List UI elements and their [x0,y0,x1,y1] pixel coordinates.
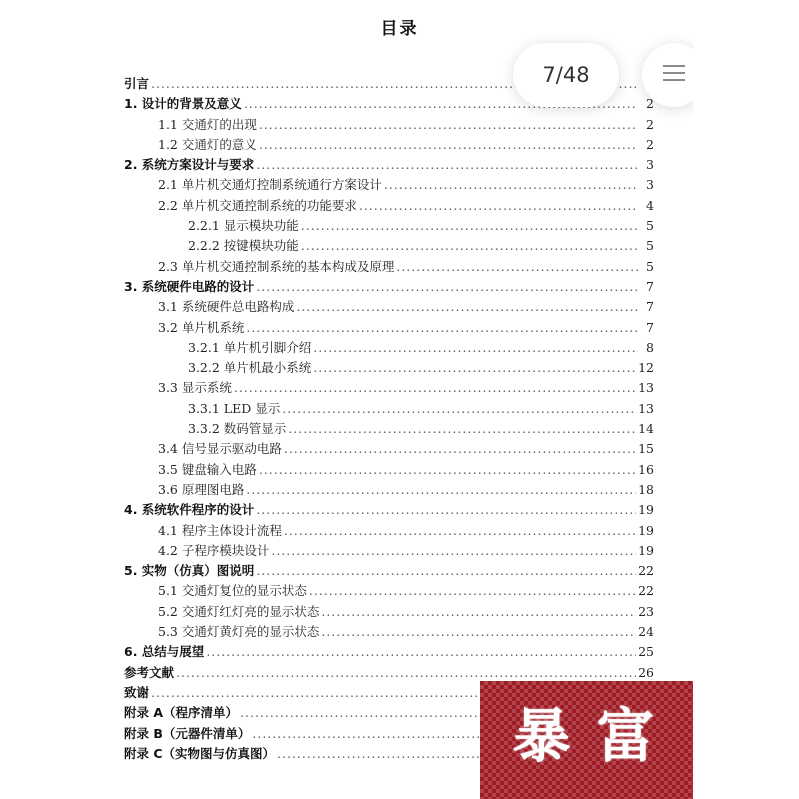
toc-leader-dots [301,236,638,256]
toc-leader-dots [282,399,636,419]
toc-entry-page: 13 [638,380,654,396]
toc-leader-dots [246,318,638,338]
toc-leader-dots [288,419,636,439]
toc-leader-dots [321,622,636,642]
toc-entry-label: 2.2.2 按键模块功能 [188,238,299,254]
toc-entry-label: 2.1 单片机交通灯控制系统通行方案设计 [158,177,382,193]
toc-entry[interactable] [124,236,654,256]
toc-entry[interactable] [124,521,654,541]
toc-entry-label: 6. 总结与展望 [124,644,205,660]
screen-edge [693,30,799,120]
toc-entry-page: 2 [646,116,654,132]
toc-leader-dots [396,257,638,277]
toc-leader-dots [259,135,638,155]
toc-entry-label: 3.1 系统硬件总电路构成 [158,299,295,315]
toc-entry[interactable] [124,581,654,601]
toc-entry-page: 18 [638,481,654,497]
table-of-contents [124,74,654,764]
toc-entry-page: 2 [646,96,654,112]
toc-entry[interactable] [124,175,654,195]
toc-entry-label: 3.3.2 数码管显示 [188,421,287,437]
toc-entry-label: 3.3 显示系统 [158,380,232,396]
toc-entry[interactable] [124,602,654,622]
toc-entry[interactable] [124,216,654,236]
toc-entry-page: 3 [646,157,654,173]
toc-entry[interactable] [124,378,654,398]
toc-entry-page: 5 [646,218,654,234]
toc-entry[interactable] [124,318,654,338]
toc-entry-label: 4. 系统软件程序的设计 [124,502,255,518]
toc-entry[interactable] [124,297,654,317]
toc-entry-label: 3.5 键盘输入电路 [158,461,257,477]
toc-entry-label: 5.3 交通灯黄灯亮的显示状态 [158,624,320,640]
toc-entry[interactable] [124,622,654,642]
toc-entry[interactable] [124,155,654,175]
toc-leader-dots [284,439,636,459]
toc-entry-label: 3.6 原理图电路 [158,481,245,497]
toc-entry-label: 3.2.2 单片机最小系统 [188,360,312,376]
toc-entry-page: 5 [646,238,654,254]
toc-entry[interactable] [124,663,654,683]
toc-entry-label: 2.2.1 显示模块功能 [188,218,299,234]
toc-entry[interactable] [124,358,654,378]
toc-leader-dots [234,378,636,398]
toc-entry-label: 5. 实物（仿真）图说明 [124,563,255,579]
toc-entry-page: 2 [646,136,654,152]
toc-leader-dots [206,642,636,662]
toc-entry-page: 24 [638,624,654,640]
toc-leader-dots [256,155,638,175]
toc-entry[interactable] [124,500,654,520]
toc-entry-label: 1.1 交通灯的出现 [158,116,257,132]
toc-entry-page: 4 [646,197,654,213]
toc-entry-page: 25 [638,644,654,660]
toc-entry-label: 2.2 单片机交通控制系统的功能要求 [158,197,357,213]
toc-entry-page: 22 [638,563,654,579]
toc-entry-label: 2. 系统方案设计与要求 [124,157,255,173]
toc-entry-label: 致谢 [124,684,150,700]
toc-entry-page: 19 [638,522,654,538]
toc-entry[interactable] [124,439,654,459]
toc-entry-label: 参考文献 [124,664,175,680]
toc-entry[interactable] [124,541,654,561]
toc-entry-page: 7 [646,319,654,335]
toc-leader-dots [259,115,638,135]
toc-entry-page: 5 [646,258,654,274]
toc-entry-page: 26 [638,664,654,680]
toc-entry-label: 1. 设计的背景及意义 [124,96,242,112]
toc-entry-page: 12 [638,360,654,376]
page-title: 目录 [380,19,419,39]
toc-entry[interactable] [124,399,654,419]
toc-entry[interactable] [124,135,654,155]
seal-stamp [480,681,693,799]
menu-icon [663,64,685,86]
toc-entry[interactable] [124,257,654,277]
toc-entry-label: 附录 B（元器件清单） [124,725,251,741]
toc-entry-label: 5.2 交通灯红灯亮的显示状态 [158,603,320,619]
toc-leader-dots [176,663,636,683]
toc-leader-dots [284,521,636,541]
toc-entry-label: 4.1 程序主体设计流程 [158,522,282,538]
toc-entry-label: 5.1 交通灯复位的显示状态 [158,583,307,599]
toc-entry-page: 23 [638,603,654,619]
toc-entry[interactable] [124,277,654,297]
toc-entry-label: 引言 [124,76,150,91]
toc-entry-label: 3. 系统硬件电路的设计 [124,278,255,294]
toc-leader-dots [259,460,636,480]
toc-entry-page: 13 [638,400,654,416]
toc-leader-dots [296,297,638,317]
toc-entry-label: 附录 A（程序清单） [124,705,239,721]
toc-entry-page: 14 [638,421,654,437]
toc-leader-dots [359,196,638,216]
toc-leader-dots [256,561,636,581]
toc-entry-label: 3.2 单片机系统 [158,319,245,335]
toc-entry-page: 8 [646,339,654,355]
toc-entry-label: 1.2 交通灯的意义 [158,136,257,152]
toc-entry[interactable] [124,460,654,480]
toc-entry-label: 3.3.1 LED 显示 [188,400,281,416]
toc-entry[interactable] [124,115,654,135]
toc-leader-dots [321,602,636,622]
toc-entry-page: 15 [638,441,654,457]
toc-entry-label: 3.4 信号显示驱动电路 [158,441,282,457]
toc-entry-page: 22 [638,583,654,599]
toc-entry-page: 19 [638,502,654,518]
toc-entry-label: 2.3 单片机交通控制系统的基本构成及原理 [158,258,395,274]
toc-leader-dots [271,541,636,561]
toc-leader-dots [313,358,636,378]
toc-entry-label: 4.2 子程序模块设计 [158,542,270,558]
toc-entry[interactable] [124,338,654,358]
toc-entry[interactable] [124,419,654,439]
toc-entry-label: 附录 C（实物图与仿真图） [124,745,276,761]
toc-entry-page: 16 [638,461,654,477]
toc-entry[interactable] [124,642,654,662]
toc-leader-dots [246,480,636,500]
toc-entry[interactable] [124,561,654,581]
toc-entry-label: 3.2.1 单片机引脚介绍 [188,339,312,355]
toc-leader-dots [256,277,638,297]
toc-leader-dots [313,338,638,358]
page-indicator-label: 7/48 [542,63,590,87]
toc-entry[interactable] [124,480,654,500]
toc-entry-page: 7 [646,278,654,294]
toc-entry[interactable] [124,196,654,216]
toc-entry-page: 3 [646,177,654,193]
toc-entry-page: 7 [646,299,654,315]
toc-leader-dots [309,581,636,601]
toc-leader-dots [301,216,638,236]
toc-leader-dots [384,175,638,195]
toc-leader-dots [256,500,636,520]
toc-entry-page: 19 [638,542,654,558]
page-indicator[interactable] [513,43,619,107]
stamp-text: 暴富 [512,702,681,770]
